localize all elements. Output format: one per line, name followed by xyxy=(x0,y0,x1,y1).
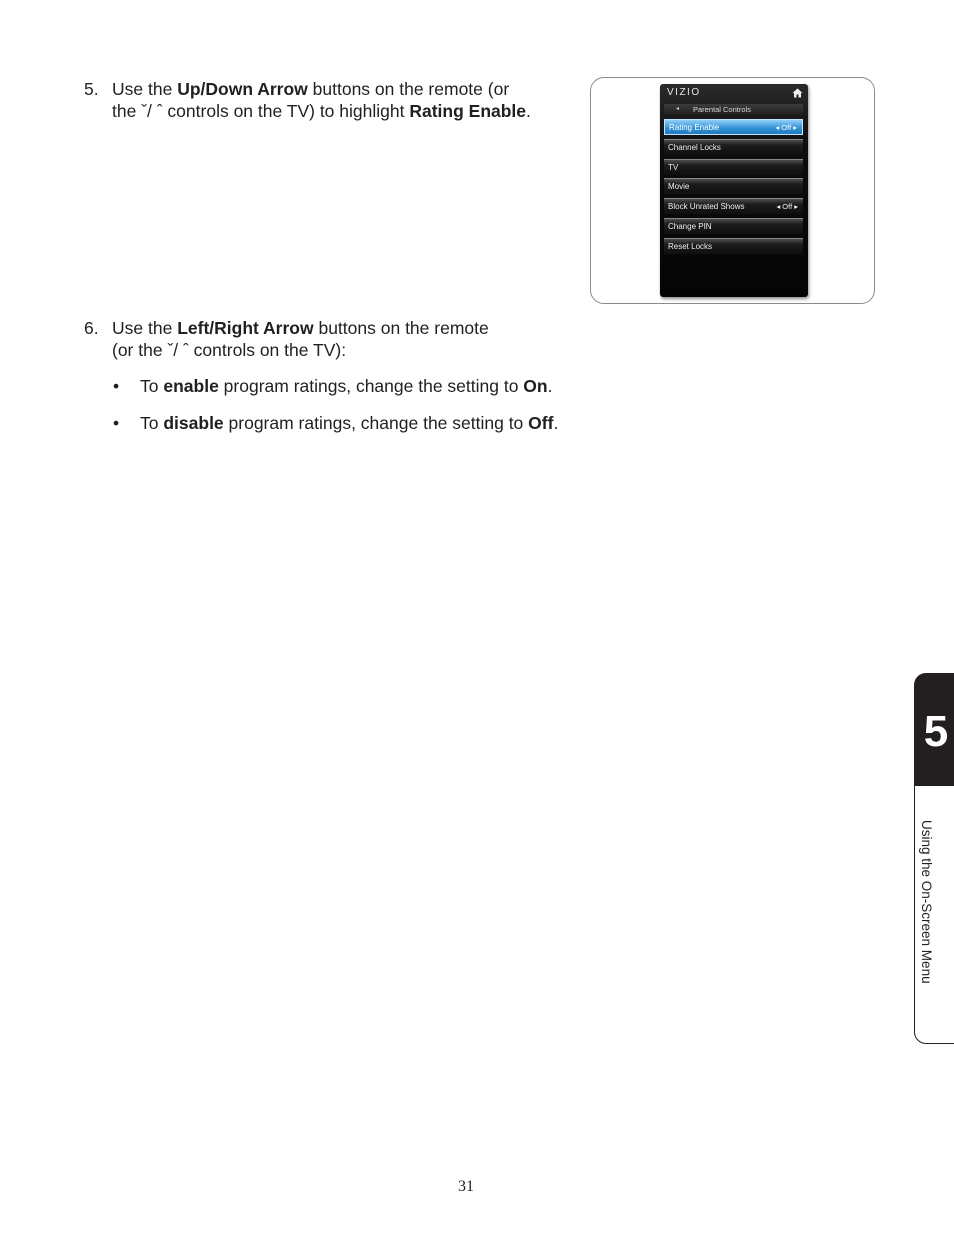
bullet-text xyxy=(140,375,552,397)
menu-item-label: Channel Locks xyxy=(668,142,721,152)
step-5 xyxy=(84,78,564,124)
text-run: buttons on the remote (or xyxy=(307,79,510,99)
text-run: the ˇ/ ˆ controls on the TV) to highlight xyxy=(112,101,410,121)
text-run: Use the xyxy=(112,79,178,99)
menu-item-label: Change PIN xyxy=(668,222,712,231)
submenu-title: Parental Controls xyxy=(693,105,751,114)
bold-term: Up/Down Arrow xyxy=(177,79,308,99)
text-run: buttons on the remote xyxy=(313,318,489,338)
menu-item-label: Rating Enable xyxy=(669,123,720,132)
bold-term: Left/Right Arrow xyxy=(177,318,314,338)
bold-term: disable xyxy=(163,413,224,433)
bold-term: Off xyxy=(528,413,554,433)
bullet-text xyxy=(140,412,558,434)
text-run: To xyxy=(140,376,164,396)
step-text xyxy=(112,78,531,122)
brand-logo: VIZIO xyxy=(667,87,701,98)
home-icon xyxy=(792,88,803,98)
menu-item[interactable] xyxy=(664,159,803,175)
tv-menu-screenshot xyxy=(660,84,808,297)
page-number: 31 xyxy=(458,1178,474,1195)
menu-item-value[interactable]: ◂ Off ▸ xyxy=(775,123,797,132)
menu-item-label: TV xyxy=(668,162,679,172)
bullet-symbol: • xyxy=(113,376,120,396)
bold-term: On xyxy=(523,376,548,396)
menu-item-label: Block Unrated Shows xyxy=(668,202,745,212)
step-number: 5. xyxy=(84,79,99,99)
text-run: . xyxy=(547,376,553,396)
menu-item[interactable] xyxy=(664,139,803,155)
bold-term: Rating Enable xyxy=(409,101,527,121)
step-6 xyxy=(84,317,604,363)
text-run: program ratings, change the setting to xyxy=(218,376,524,396)
step-number: 6. xyxy=(84,318,99,338)
text-run: . xyxy=(553,413,559,433)
menu-item-label: Reset Locks xyxy=(668,241,713,251)
menu-item-value[interactable]: ◂ Off ▸ xyxy=(776,202,798,212)
bold-term: enable xyxy=(163,376,219,396)
text-run: Use the xyxy=(112,318,178,338)
text-run: To xyxy=(140,413,164,433)
text-run: (or the ˇ/ ˆ controls on the TV): xyxy=(112,340,347,360)
back-arrow-icon: ◂ xyxy=(676,106,680,112)
text-run: program ratings, change the setting to xyxy=(223,413,529,433)
submenu-title-bar xyxy=(664,104,803,115)
menu-item-label: Movie xyxy=(668,182,690,192)
chapter-label: Using the On-Screen Menu xyxy=(919,820,934,984)
menu-item[interactable] xyxy=(664,198,803,214)
menu-item[interactable] xyxy=(664,238,803,254)
text-run: . xyxy=(526,101,531,121)
menu-item[interactable] xyxy=(664,178,803,194)
menu-item[interactable] xyxy=(664,218,803,234)
step-text xyxy=(112,317,489,361)
chapter-number: 5 xyxy=(923,707,949,756)
bullet-symbol: • xyxy=(113,413,120,433)
menu-item[interactable] xyxy=(664,119,803,135)
